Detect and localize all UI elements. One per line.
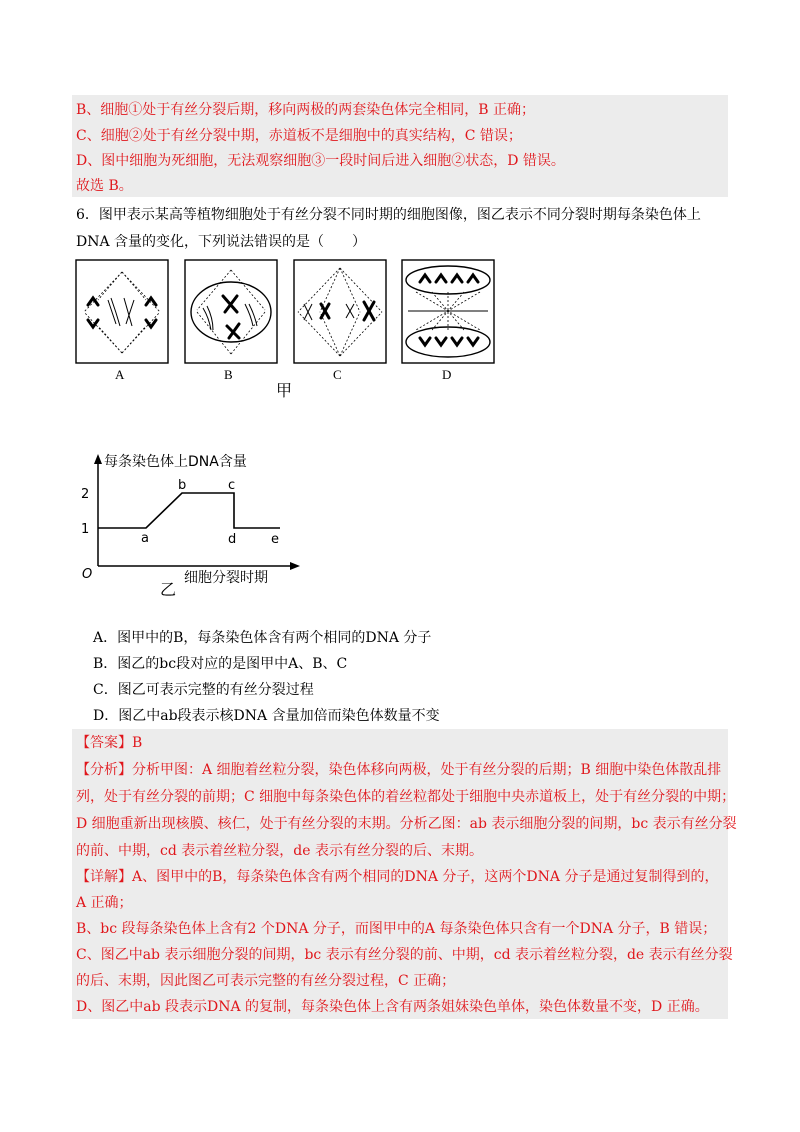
cell-b-prophase (185, 260, 277, 363)
x-axis-arrow (290, 562, 300, 570)
answer-line: D 细胞重新出现核膜、核仁，处于有丝分裂的末期。分析乙图：ab 表示细胞分裂的间期，bc 表示有丝分裂 (76, 816, 737, 832)
cell-a-anaphase (76, 260, 168, 363)
cell-label-d: D (442, 367, 452, 382)
figure-jia-caption: 甲 (276, 381, 293, 400)
point-c: c (228, 478, 236, 493)
cell-d-telophase (402, 260, 494, 363)
cell-label-c: C (333, 367, 342, 382)
answer-line: 【分析】分析甲图：A 细胞着丝粒分裂，染色体移向两极，处于有丝分裂的后期；B 细胞中染色体散乱排 (76, 762, 722, 778)
prev-answer-line: C、细胞②处于有丝分裂中期，赤道板不是细胞中的真实结构，C 错误； (76, 128, 522, 144)
option-a: A．图甲中的B，每条染色体含有两个相同的DNA 分子 (93, 630, 432, 646)
answer-line: 列，处于有丝分裂的前期；C 细胞中每条染色体的着丝粒都处于细胞中央赤道板上，处于有丝分裂的中期； (76, 789, 736, 805)
answer-line: D、图乙中ab 段表示DNA 的复制，每条染色体上含有两条姐妹染色单体，染色体数量不变，D 正确。 (76, 999, 709, 1015)
answer-line: 的前、中期，cd 表示着丝粒分裂，de 表示有丝分裂的后、末期。 (76, 843, 483, 859)
question-stem: 6．图甲表示某高等植物细胞处于有丝分裂不同时期的细胞图像，图乙表示不同分裂时期每条染色体上 (76, 207, 701, 223)
answer-line: C、图乙中ab 表示细胞分裂的间期，bc 表示有丝分裂的前、中期，cd 表示着丝粒分裂，de 表示有丝分裂 (76, 947, 733, 963)
y-axis-label: 每条染色体上DNA含量 (104, 454, 247, 470)
point-e: e (271, 532, 279, 547)
y-tick-2: 2 (81, 487, 90, 502)
question-stem: DNA 含量的变化，下列说法错误的是（ ） (76, 234, 367, 250)
point-a: a (141, 531, 149, 546)
option-d: D．图乙中ab段表示核DNA 含量加倍而染色体数量不变 (93, 708, 440, 724)
origin-label: O (82, 567, 93, 582)
prev-answer-line: B、细胞①处于有丝分裂后期，移向两极的两套染色体完全相同，B 正确； (76, 102, 536, 118)
figure-yi-caption: 乙 (160, 580, 177, 599)
x-axis-label: 细胞分裂时期 (184, 570, 268, 586)
prev-answer-line: 故选 B。 (76, 178, 133, 194)
answer-line: B、bc 段每条染色体上含有2 个DNA 分子，而图甲中的A 每条染色体只含有一个DNA 分子，B 错误； (76, 921, 717, 937)
y-tick-1: 1 (81, 522, 90, 537)
answer-line: 的后、末期，因此图乙可表示完整的有丝分裂过程，C 正确； (76, 973, 456, 989)
cell-c-metaphase (294, 260, 386, 363)
option-c: C．图乙可表示完整的有丝分裂过程 (93, 682, 314, 698)
y-axis-arrow (94, 454, 102, 464)
point-b: b (178, 478, 187, 493)
cell-label-b: B (224, 367, 233, 382)
figure-yi (78, 450, 318, 600)
answer-line: 【详解】A、图甲中的B，每条染色体含有两个相同的DNA 分子，这两个DNA 分子是通过复制得到的， (76, 869, 719, 885)
prev-answer-line: D、图中细胞为死细胞，无法观察细胞③一段时间后进入细胞②状态，D 错误。 (76, 153, 565, 169)
answer-line: A 正确； (76, 895, 133, 911)
point-d: d (228, 532, 237, 547)
option-b: B．图乙的bc段对应的是图甲中A、B、C (93, 656, 348, 672)
dna-content-line (98, 493, 280, 528)
cell-label-a: A (115, 367, 125, 382)
answer-line: 【答案】B (76, 735, 143, 751)
